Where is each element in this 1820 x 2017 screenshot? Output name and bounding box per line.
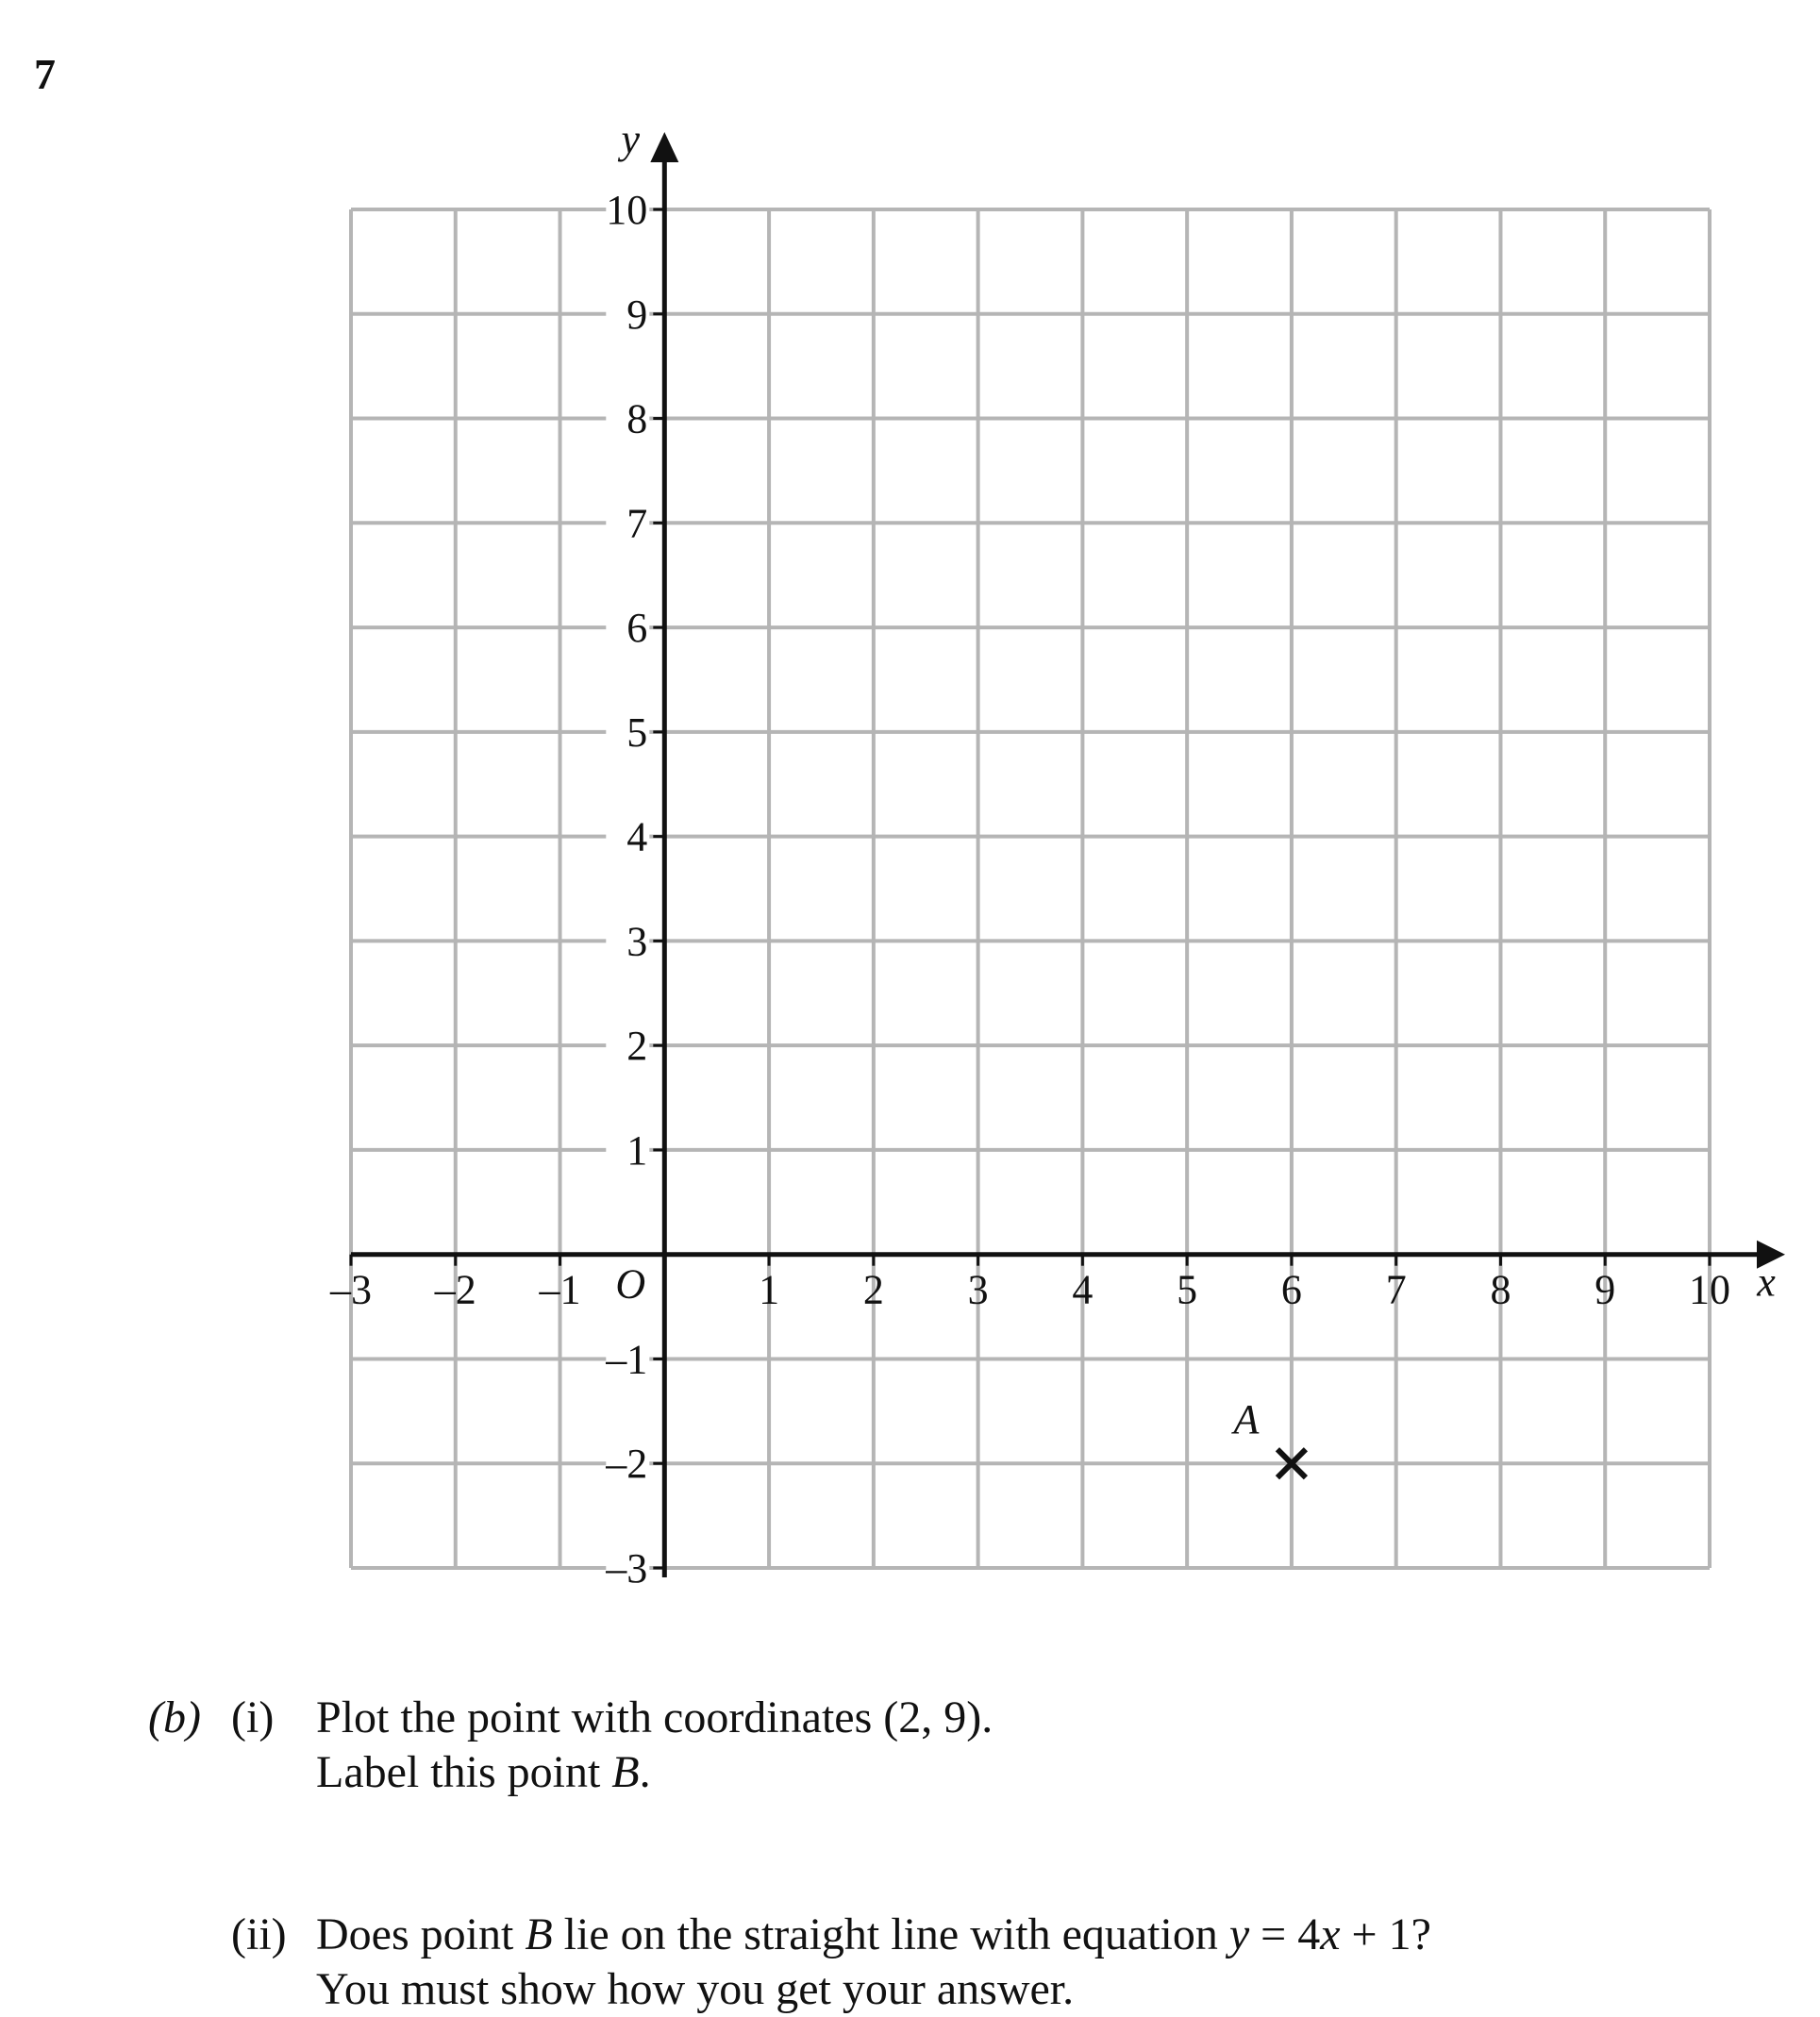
part-b-ii-line2: You must show how you get your answer.: [316, 1964, 1075, 2014]
y-tick-label: 5: [626, 708, 648, 756]
y-tick-label: 2: [626, 1023, 648, 1070]
x-tick-label: 3: [967, 1266, 989, 1313]
y-tick-label: 3: [626, 918, 648, 965]
origin-label: O: [615, 1260, 646, 1308]
y-tick-label: 6: [626, 605, 648, 652]
x-tick-label: 4: [1072, 1266, 1094, 1313]
part-b-i-line1: Plot the point with coordinates (2, 9).: [316, 1692, 993, 1742]
plotted-points: [1230, 1396, 1305, 1477]
y-axis-label: y: [621, 116, 641, 162]
y-tick-label: –1: [606, 1336, 648, 1383]
y-tick-label: 8: [626, 395, 648, 442]
y-tick-label: 10: [606, 187, 648, 233]
x-tick-label: 1: [759, 1266, 780, 1313]
x-tick-label: 10: [1689, 1266, 1730, 1313]
y-axis-arrow: [650, 132, 678, 162]
x-tick-label: –2: [434, 1266, 476, 1313]
x-tick-label: 2: [862, 1266, 884, 1313]
x-axis-label: x: [1757, 1259, 1776, 1306]
point-a-label: A: [1233, 1396, 1260, 1443]
x-tick-label: 5: [1177, 1266, 1198, 1313]
x-tick-label: –1: [539, 1266, 581, 1313]
y-tick-label: –3: [606, 1545, 648, 1592]
x-tick-label: 9: [1595, 1266, 1616, 1313]
question-number: 7: [34, 50, 56, 98]
x-tick-label: 6: [1280, 1266, 1302, 1313]
y-tick-label: 9: [626, 291, 648, 338]
y-tick-label: –2: [606, 1441, 648, 1488]
x-tick-label: –3: [330, 1266, 372, 1313]
x-tick-label: 7: [1385, 1266, 1407, 1313]
part-b-i-line2: Label this point B.: [316, 1747, 651, 1797]
grid-lines: [351, 209, 1710, 1568]
part-b-i-label: (i): [231, 1692, 275, 1742]
tick-labels: [329, 116, 1776, 1592]
y-tick-label: 1: [626, 1126, 648, 1174]
part-b-label: (b): [148, 1692, 201, 1742]
y-tick-label: 4: [626, 813, 648, 860]
part-b-ii-line1: Does point B lie on the straight line with equation y = 4x + 1?: [316, 1909, 1431, 1959]
x-tick-label: 8: [1490, 1266, 1511, 1313]
part-b-ii-label: (ii): [231, 1909, 287, 1959]
y-tick-label: 7: [626, 500, 648, 547]
